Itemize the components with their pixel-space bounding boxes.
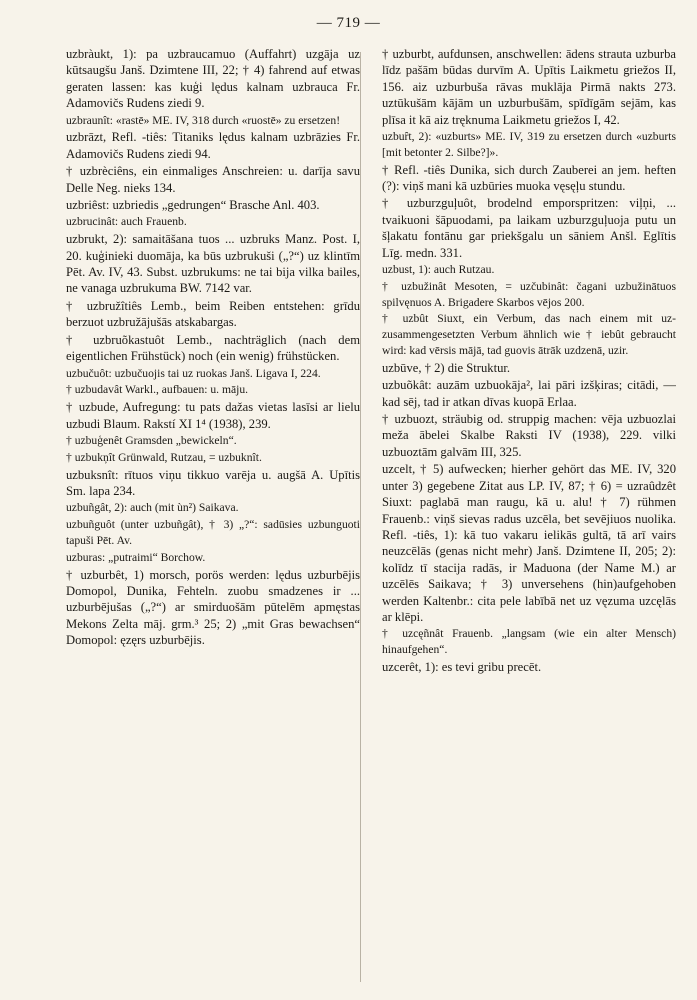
dictionary-entry: uzbučuôt: uzbučuojis tai uz ruokas Janš. Ligava I, 224. [66, 366, 321, 380]
dictionary-entry: † uzbruõkastuôt Lemb., nachträglich (nach dem eigentlichen Frühstück) noch (ein wenig) frühstücken. [66, 332, 360, 364]
dictionary-entry: † uzbuģenêt Gramsden „bewickeln“. [66, 433, 237, 447]
dictionary-entry: uzbust, 1): auch Rutzau. [382, 263, 495, 277]
dictionary-entry: uzbrukt, 2): samaitāšana tuos ... uzbruks Manz. Post. I, 20. kuģinieki duomāja, ka būs uzbrukuši („?“) uz klintīm Pēt. Av. IV, 43. Subst. uzbrukums: ne tai bija vilka bailes, ne vanaga uzbrukuma BW. 7142 var. [66, 232, 360, 296]
dictionary-entry: † uzbrèciêns, ein einmaliges Anschreien: u. darīja savu Delle Neg. nieks 134. [66, 164, 360, 195]
dictionary-entry: † uzbude, Aufregung: tu pats dažas vietas lasīsi ar lielu uzbudi Blaum. Rakstí XI 1⁴ (1938), 239. [66, 400, 360, 431]
dictionary-entry: uzbuksnît: rītuos viņu tikkuo varēja u. augšā A. Upītis Sm. lapa 234. [66, 467, 360, 498]
dictionary-entry: † uzburbt, aufdunsen, anschwellen: ādens strauta uzburba līdz pašām būdas durvīm A. Upītis Laikmetu griežos II, 156. aiz uzburbuša rāvas muklāja Pirmā nakts 273. uztūkušām kājām un uzburbušām, spīdīgām sejām, kas plīsa it kā aiz tręknuma Laikmetu griežos I, 42. [382, 47, 676, 127]
dictionary-entry: uzburas: „putraimi“ Borchow. [66, 550, 206, 564]
dictionary-entry: † uzburbêt, 1) morsch, porös werden: lędus uzburbējis Domopol, Dunika, Fehteln. zuobu smadzenes ir ... uzburbējušas („?“) ar smirduošām pūtelēm apmęstas Mekons Zelta māj. grm.³ 25; 2) „mit Gras bewachsen“ Domopol: ęzęrs uzburbējis. [66, 567, 360, 648]
dictionary-entry: uzbuõkât: auzām uzbuokāja², lai pāri izšķiras; citādi, — kad sēj, tad ir atkan dīvas kuopā Erlaa. [382, 378, 676, 409]
dictionary-entry: uzbuñgât, 2): auch (mit ùn²) Saikava. [66, 501, 239, 515]
dictionary-entry: uzbraunît: «rastē» ME. IV, 318 durch «ruostē» zu ersetzen! [66, 113, 341, 127]
dictionary-entry: † uzbût Siuxt, ein Verbum, das nach einem mit uz- zusammengesetzten Verbum ähnlich wie † iebût gebraucht wird: kad vērsis mājā, tad guovis ātrāk uzdzenā, uzir. [382, 312, 676, 358]
dictionary-entry: † uzbukņît Grünwald, Rutzau, = uzbuknît. [66, 450, 262, 464]
dictionary-entry: uzcelt, † 5) aufwecken; hierher gehört das ME. IV, 320 unter 3) gegebene Zitat aus LP. IV, 87; † 6) = uzraûdzêt Siuxt: paglabā man raugu, kā u. alu! † 7) rühmen Frauenb.: viņš sievas radus uzcēla, bet sevējiuos nuolika. Refl. -tiês, 1): kā tuo vakaru ielikās gultā, tā arī vairs neuzcēlās (genas nicht mehr) Janš. Dzimtene II, 205; 2): kolīdz tī stacija radās, ir Maduona (der Name M.) ar uzcēlēs Saikava; † 3) unversehens (hin)aufgehoben werden Kaltenbr.: cita pele labībā net uz vęzuma uzcęlās ar klēpi. [382, 462, 676, 624]
dictionary-entry: † Refl. -tiês Dunika, sich durch Zauberei an jem. heften (?): viņš mani kā uzbūries muoka vęsęļu stundu. [382, 162, 676, 194]
dictionary-entry: † uzburzguļuôt, brodelnd emporspritzen: viļņi, ... tvaikuoni šāpuodami, pa laikam uzburzguļuoja putu un šļakatu fontānu gar priekšgalu un sāniem Anšl. Eglītis Līg. medn. 331. [382, 196, 676, 260]
page-number: — 719 — [316, 15, 381, 31]
dictionary-entry: † uzcęñnât Frauenb. „langsam (wie ein alter Mensch) hinaufgehen“. [382, 627, 676, 657]
dictionary-entry: † uzbudavât Warkl., aufbauen: u. māju. [66, 383, 249, 397]
dictionary-entry: † uzbužinât Mesoten, = uzčubinât: čagani uzbužinātuos spilvęnuos A. Brigadere Skarbos vējos 200. [382, 279, 676, 309]
dictionary-entry: uzbràukt, 1): pa uzbraucamuo (Auffahrt) uzgāja uz kūtsaugšu Janš. Dzimtene III, 22; † 4) fahrend auf etwas geraten lassen: kas kuģi lędus kalnam uzbrauca Fr. Adamovičs Rudens ziedi 9. [66, 47, 360, 111]
dictionary-entry: † uzbružîtiês Lemb., beim Reiben entstehen: grīdu berzuot uzbružājušās atskabargas. [66, 298, 360, 330]
dictionary-entry: uzbuȓt, 2): «uzburts» ME. IV, 319 zu ersetzen durch «uzburts [mit betonter 2. Silbe?]». [382, 130, 676, 159]
dictionary-entry: † uzbuozt, sträubig od. struppig machen: vēja uzbuozlai meža ābelei Skalbe Raksti IV (1938), 229. vilki uzbuoztām galvām III, 325. [382, 412, 676, 459]
dictionary-entry: uzbrucinât: auch Frauenb. [66, 215, 187, 229]
left-column [66, 46, 360, 986]
dictionary-entry: uzbuñguôt (unter uzbuñgât), † 3) „?“: sadūsies uzbunguoti tapuši Pēt. Av. [66, 518, 360, 547]
dictionary-columns [66, 46, 676, 986]
dictionary-entry: uzbriêst: uzbriedis „gedrungen“ Brasche Anl. 403. [66, 198, 320, 213]
right-column [382, 46, 676, 986]
dictionary-entry: uzcerêt, 1): es tevi gribu precēt. [382, 659, 542, 674]
dictionary-entry: uzbūve, † 2) die Struktur. [382, 360, 511, 375]
dictionary-entry: uzbrāzt, Refl. -tiês: Titaniks lędus kalnam uzbrāzies Fr. Adamovičs Rudens ziedi 94. [66, 130, 360, 161]
